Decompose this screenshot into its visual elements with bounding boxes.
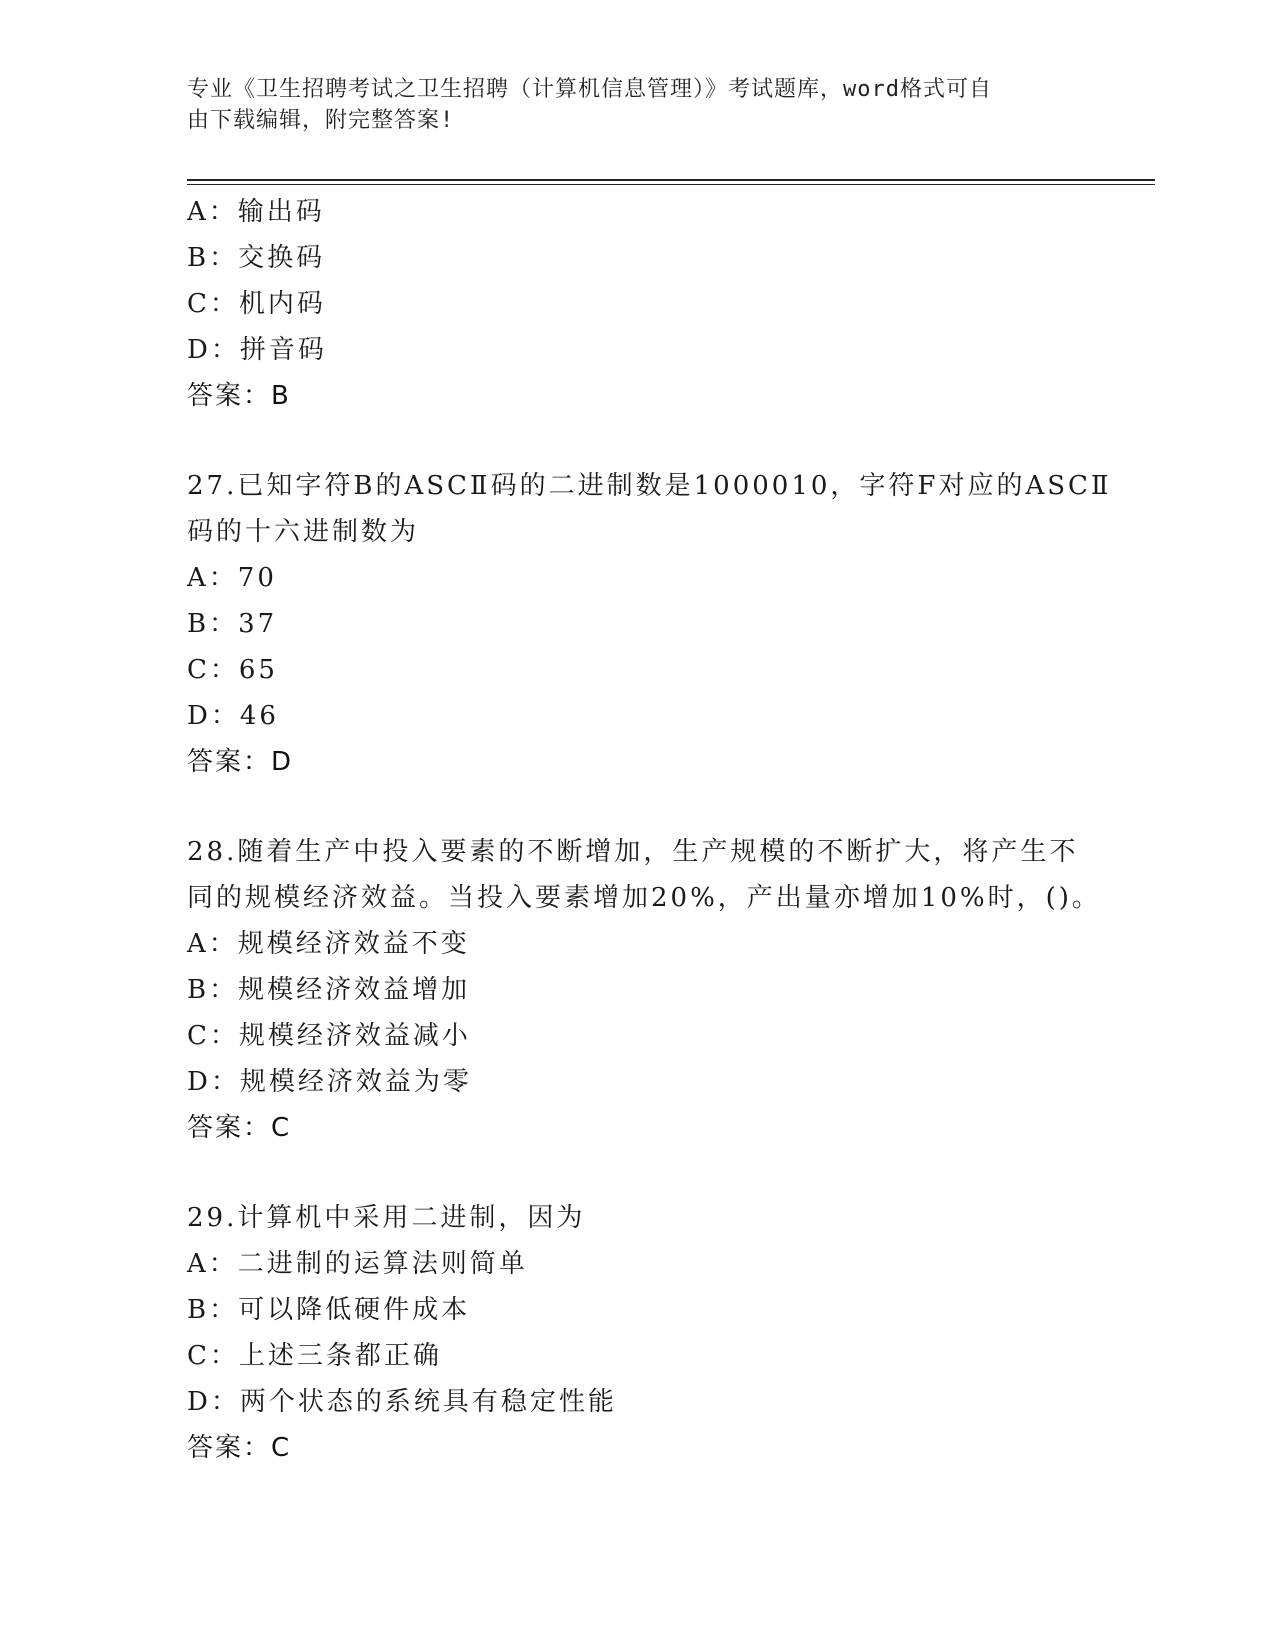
spacer	[187, 785, 1087, 829]
question-text-line-1: 27.已知字符B的ASCⅡ码的二进制数是1000010，字符F对应的ASCⅡ	[187, 471, 1112, 501]
answer-line: 答案：B	[187, 381, 291, 411]
document-header	[187, 74, 1087, 136]
option-c: C：规模经济效益减小	[187, 1021, 471, 1051]
question-block-27	[187, 463, 1112, 785]
question-list	[187, 189, 1112, 1471]
question-text-line-2: 码的十六进制数为	[187, 517, 420, 547]
question-block-28	[187, 829, 1101, 1151]
answer-line: 答案：C	[187, 1113, 292, 1143]
header-line-2: 由下载编辑，附完整答案!	[187, 108, 455, 133]
question-text-line-2: 同的规模经济效益。当投入要素增加20%，产出量亦增加10%时，()。	[187, 883, 1101, 913]
question-block-26	[187, 189, 1087, 419]
option-b: B：规模经济效益增加	[187, 975, 471, 1005]
spacer	[187, 1151, 1087, 1195]
option-d: D：两个状态的系统具有稳定性能	[187, 1387, 617, 1417]
answer-line: 答案：C	[187, 1433, 292, 1463]
option-d: D：46	[187, 701, 279, 731]
option-d: D：拼音码	[187, 335, 327, 365]
option-a: A：二进制的运算法则简单	[187, 1249, 528, 1279]
option-b: B：37	[187, 609, 278, 639]
option-c: C：机内码	[187, 289, 326, 319]
option-b: B：交换码	[187, 243, 326, 273]
answer-line: 答案：D	[187, 747, 294, 777]
header-line-1: 专业《卫生招聘考试之卫生招聘（计算机信息管理）》考试题库，word格式可自	[187, 77, 992, 102]
option-d: D：规模经济效益为零	[187, 1067, 472, 1097]
question-text-line-1: 29.计算机中采用二进制，因为	[187, 1203, 586, 1233]
option-a: A：规模经济效益不变	[187, 929, 470, 959]
option-c: C：65	[187, 655, 278, 685]
question-block-29	[187, 1195, 1087, 1471]
option-b: B：可以降低硬件成本	[187, 1295, 471, 1325]
option-a: A：70	[187, 563, 277, 593]
option-a: A：输出码	[187, 197, 325, 227]
spacer	[187, 419, 1087, 463]
header-divider-thick	[187, 179, 1155, 181]
question-text-line-1: 28.随着生产中投入要素的不断增加，生产规模的不断扩大，将产生不	[187, 837, 1079, 867]
option-c: C：上述三条都正确	[187, 1341, 442, 1371]
header-divider-thin	[187, 184, 1155, 185]
